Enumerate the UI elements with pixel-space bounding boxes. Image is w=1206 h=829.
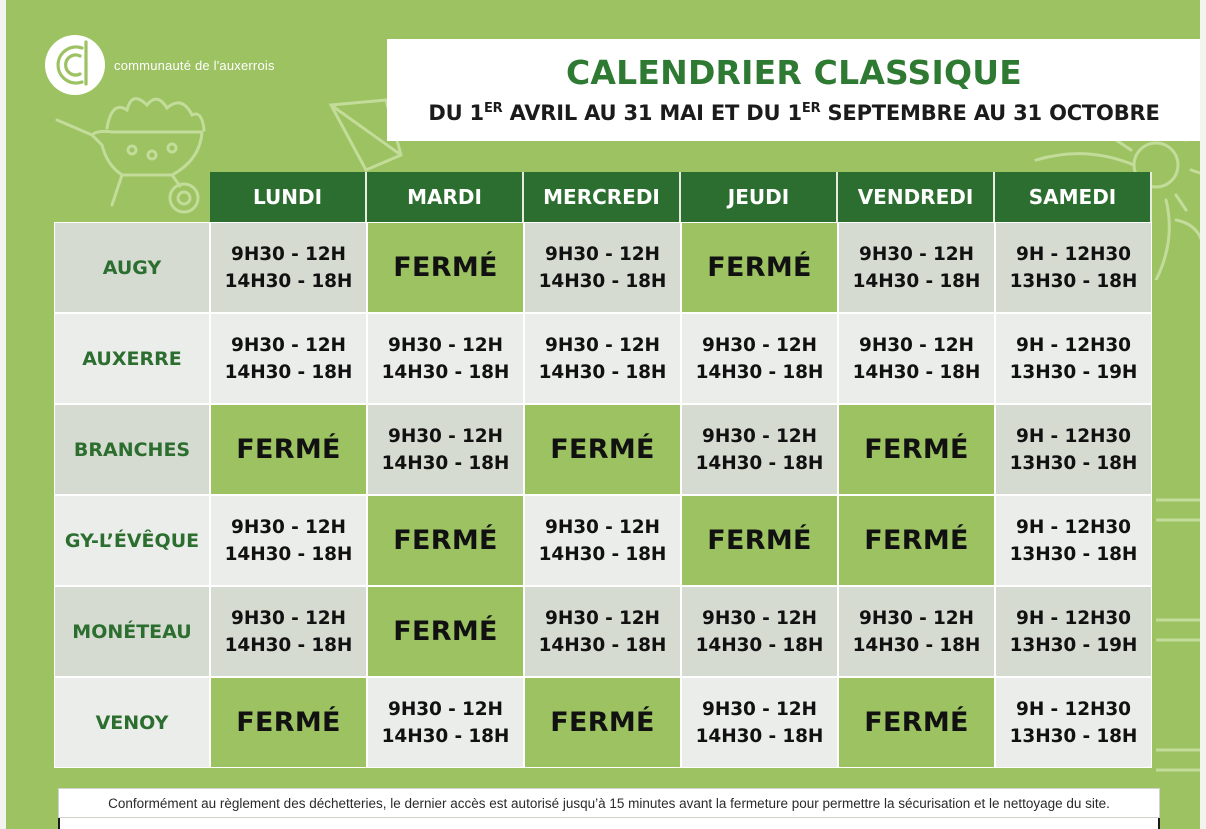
hours-cell — [995, 404, 1152, 495]
brand-name: communauté de l'auxerrois — [114, 57, 275, 73]
closed-cell — [838, 495, 995, 586]
afternoon-hours: 14H30 - 18H — [538, 543, 667, 565]
hours-cell — [367, 313, 524, 404]
closed-cell — [681, 495, 838, 586]
day-header-2: MERCREDI — [524, 172, 681, 222]
closed-cell — [681, 222, 838, 313]
site-label: AUXERRE — [54, 313, 210, 404]
hours-cell — [995, 313, 1152, 404]
afternoon-hours: 13H30 - 19H — [1009, 361, 1138, 383]
afternoon-hours: 14H30 - 18H — [381, 725, 510, 747]
hours-cell — [367, 677, 524, 768]
hours-cell — [995, 586, 1152, 677]
morning-hours: 9H30 - 12H — [545, 243, 660, 265]
hours-cell — [524, 495, 681, 586]
closed-text: FERMÉ — [393, 616, 498, 647]
morning-hours: 9H30 - 12H — [859, 243, 974, 265]
closed-text: FERMÉ — [236, 434, 341, 465]
closed-cell — [524, 677, 681, 768]
rake-icon — [1156, 420, 1200, 800]
hours-cell — [995, 495, 1152, 586]
afternoon-hours: 13H30 - 19H — [1009, 634, 1138, 656]
site-label: BRANCHES — [54, 404, 210, 495]
hours-cell — [838, 313, 995, 404]
hours-cell — [995, 677, 1152, 768]
day-header-5: SAMEDI — [995, 172, 1152, 222]
site-label: AUGY — [54, 222, 210, 313]
closed-text: FERMÉ — [550, 434, 655, 465]
hours-cell — [681, 313, 838, 404]
closed-cell — [367, 495, 524, 586]
morning-hours: 9H30 - 12H — [545, 516, 660, 538]
morning-hours: 9H30 - 12H — [388, 425, 503, 447]
morning-hours: 9H30 - 12H — [545, 607, 660, 629]
closed-text: FERMÉ — [236, 707, 341, 738]
afternoon-hours: 14H30 - 18H — [224, 361, 353, 383]
closed-cell — [367, 222, 524, 313]
afternoon-hours: 14H30 - 18H — [224, 543, 353, 565]
closed-text: FERMÉ — [707, 525, 812, 556]
afternoon-hours: 14H30 - 18H — [695, 452, 824, 474]
subtitle-part2: AVRIL AU 31 MAI ET DU 1 — [502, 101, 802, 125]
morning-hours: 9H30 - 12H — [388, 698, 503, 720]
site-label: VENOY — [54, 677, 210, 768]
hours-cell — [681, 586, 838, 677]
morning-hours: 9H30 - 12H — [545, 334, 660, 356]
afternoon-hours: 13H30 - 18H — [1009, 543, 1138, 565]
afternoon-hours: 13H30 - 18H — [1009, 452, 1138, 474]
hours-cell — [210, 222, 367, 313]
closed-cell — [210, 404, 367, 495]
closed-text: FERMÉ — [864, 434, 969, 465]
morning-hours: 9H30 - 12H — [859, 607, 974, 629]
morning-hours: 9H30 - 12H — [859, 334, 974, 356]
day-header-3: JEUDI — [681, 172, 838, 222]
subtitle-part1: DU 1 — [428, 101, 484, 125]
closed-cell — [367, 586, 524, 677]
morning-hours: 9H30 - 12H — [702, 425, 817, 447]
subtitle-part3: SEPTEMBRE AU 31 OCTOBRE — [820, 101, 1160, 125]
closed-text: FERMÉ — [707, 252, 812, 283]
afternoon-hours: 14H30 - 18H — [695, 725, 824, 747]
poster — [6, 0, 1200, 829]
day-header-1: MARDI — [367, 172, 524, 222]
bottom-rule — [58, 818, 1160, 829]
page-title: CALENDRIER CLASSIQUE — [566, 53, 1022, 92]
afternoon-hours: 14H30 - 18H — [852, 634, 981, 656]
hours-cell — [524, 586, 681, 677]
subtitle-sup2: ER — [801, 101, 821, 116]
afternoon-hours: 13H30 - 18H — [1009, 725, 1138, 747]
morning-hours: 9H - 12H30 — [1016, 698, 1131, 720]
hours-cell — [681, 677, 838, 768]
site-label: MONÉTEAU — [54, 586, 210, 677]
morning-hours: 9H30 - 12H — [388, 334, 503, 356]
afternoon-hours: 14H30 - 18H — [538, 270, 667, 292]
morning-hours: 9H - 12H30 — [1016, 243, 1131, 265]
morning-hours: 9H - 12H30 — [1016, 516, 1131, 538]
closed-text: FERMÉ — [864, 707, 969, 738]
morning-hours: 9H30 - 12H — [702, 607, 817, 629]
cda-logo-icon — [44, 34, 106, 96]
footer-note: Conformément au règlement des déchetteries, le dernier accès est autorisé jusqu’à 15 minutes avant la fermeture pour permettre la sécurisation et le nettoyage du site. — [58, 788, 1160, 818]
closed-cell — [838, 677, 995, 768]
afternoon-hours: 14H30 - 18H — [224, 634, 353, 656]
morning-hours: 9H30 - 12H — [231, 334, 346, 356]
afternoon-hours: 13H30 - 18H — [1009, 270, 1138, 292]
morning-hours: 9H30 - 12H — [702, 334, 817, 356]
closed-text: FERMÉ — [550, 707, 655, 738]
hours-cell — [838, 586, 995, 677]
site-label: GY-L’ÉVÊQUE — [54, 495, 210, 586]
closed-text: FERMÉ — [393, 252, 498, 283]
hours-cell — [210, 313, 367, 404]
afternoon-hours: 14H30 - 18H — [538, 634, 667, 656]
morning-hours: 9H30 - 12H — [231, 607, 346, 629]
afternoon-hours: 14H30 - 18H — [852, 270, 981, 292]
brand-logo — [44, 34, 275, 96]
morning-hours: 9H30 - 12H — [231, 243, 346, 265]
morning-hours: 9H - 12H30 — [1016, 425, 1131, 447]
hours-cell — [210, 586, 367, 677]
afternoon-hours: 14H30 - 18H — [538, 361, 667, 383]
morning-hours: 9H - 12H30 — [1016, 334, 1131, 356]
subtitle-sup1: ER — [483, 101, 503, 116]
afternoon-hours: 14H30 - 18H — [381, 452, 510, 474]
hours-cell — [524, 222, 681, 313]
day-header-0: LUNDI — [210, 172, 367, 222]
morning-hours: 9H - 12H30 — [1016, 607, 1131, 629]
hours-cell — [995, 222, 1152, 313]
afternoon-hours: 14H30 - 18H — [695, 634, 824, 656]
hours-cell — [210, 495, 367, 586]
hours-cell — [524, 313, 681, 404]
morning-hours: 9H30 - 12H — [702, 698, 817, 720]
afternoon-hours: 14H30 - 18H — [852, 361, 981, 383]
day-header-4: VENDREDI — [838, 172, 995, 222]
hours-cell — [838, 222, 995, 313]
closed-text: FERMÉ — [393, 525, 498, 556]
afternoon-hours: 14H30 - 18H — [224, 270, 353, 292]
closed-text: FERMÉ — [864, 525, 969, 556]
closed-cell — [838, 404, 995, 495]
morning-hours: 9H30 - 12H — [231, 516, 346, 538]
title-banner — [387, 39, 1200, 141]
afternoon-hours: 14H30 - 18H — [381, 361, 510, 383]
hours-cell — [367, 404, 524, 495]
closed-cell — [210, 677, 367, 768]
afternoon-hours: 14H30 - 18H — [695, 361, 824, 383]
closed-cell — [524, 404, 681, 495]
hours-cell — [681, 404, 838, 495]
page-subtitle — [387, 101, 1200, 125]
wheelbarrow-icon — [52, 90, 222, 220]
